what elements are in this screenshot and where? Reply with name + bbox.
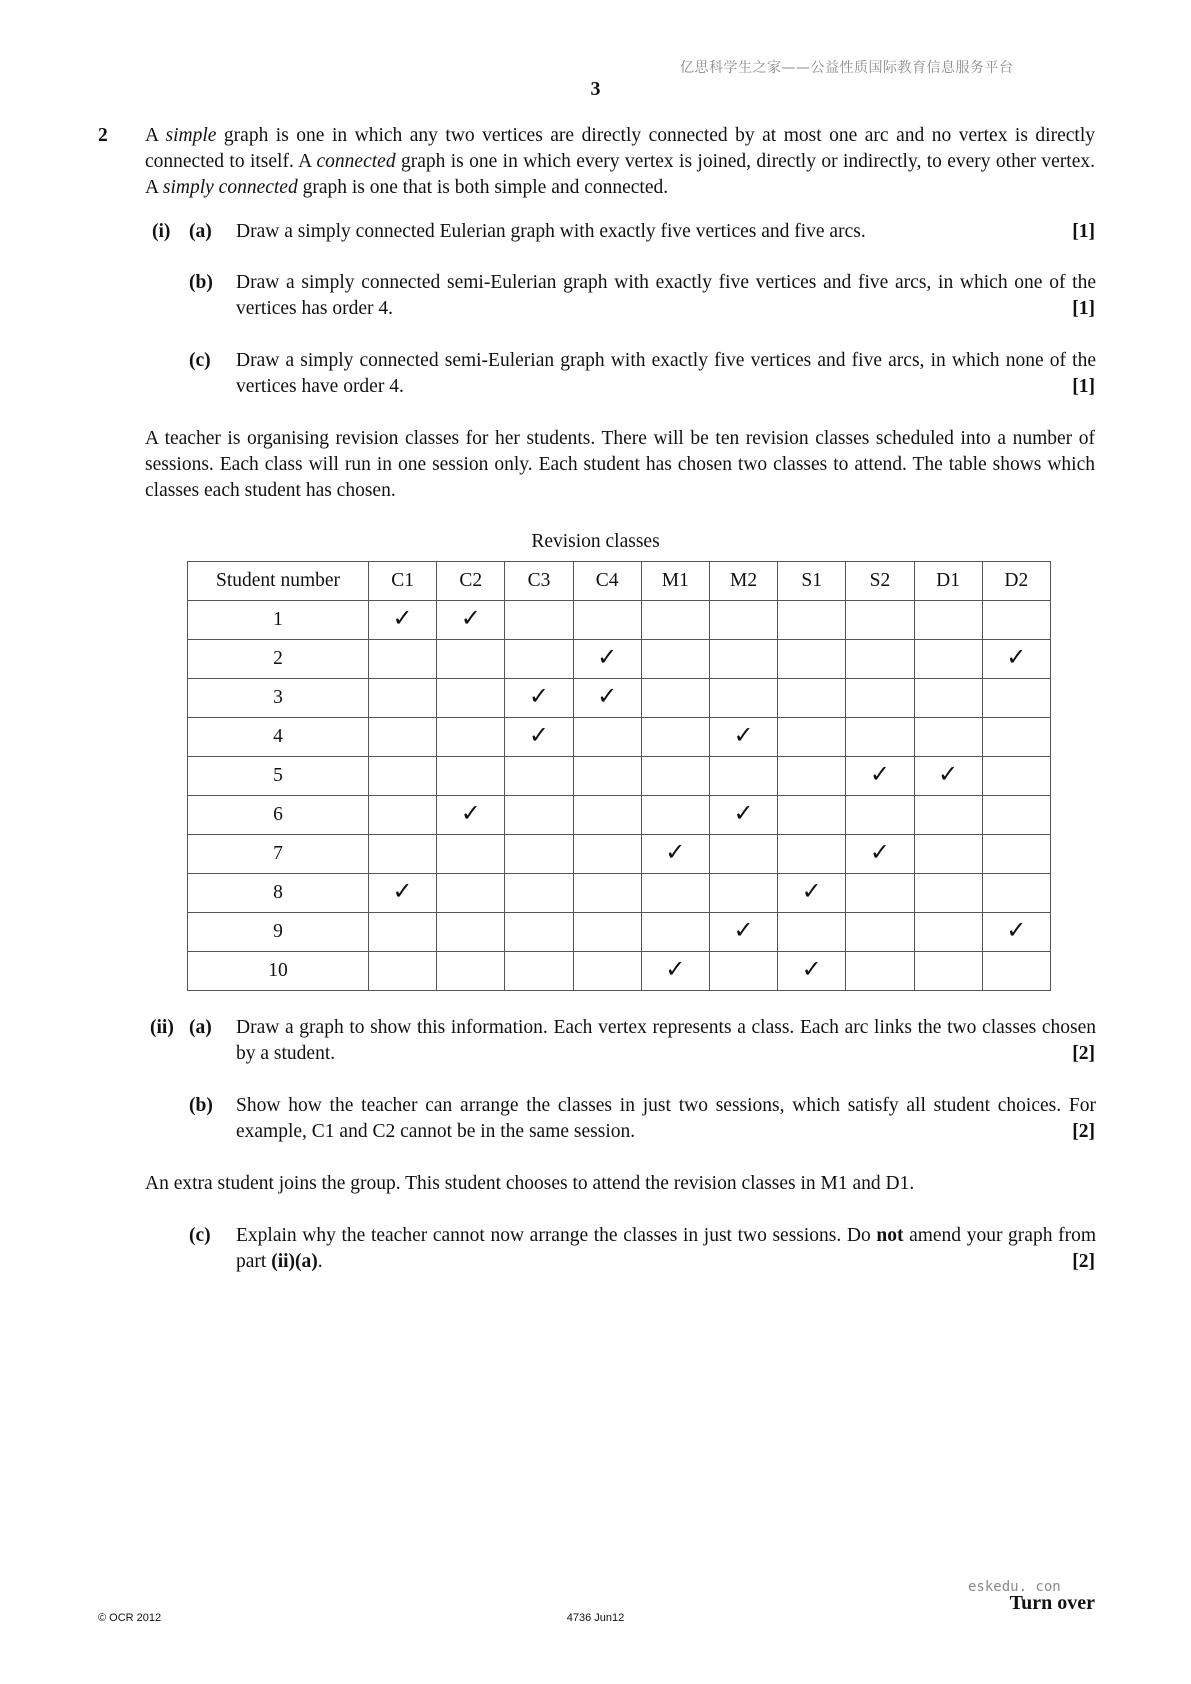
choice-cell — [437, 952, 505, 991]
part-i-c-marks: [1] — [1072, 376, 1095, 397]
choice-cell — [641, 874, 709, 913]
part-i-a-marks: [1] — [1072, 221, 1095, 242]
choice-cell — [982, 757, 1050, 796]
choice-cell — [573, 640, 641, 679]
table-row — [188, 718, 1051, 757]
choice-cell — [437, 679, 505, 718]
part-i-c-text: Draw a simply connected semi-Eulerian graph with exactly five vertices and five arcs, in which none of the vertices have order 4. — [236, 350, 1096, 397]
header-student-number: Student number — [188, 562, 369, 601]
choice-cell — [505, 952, 573, 991]
choice-cell — [505, 601, 573, 640]
tick-icon: ✓ — [801, 955, 822, 983]
choice-cell — [982, 640, 1050, 679]
table-caption: Revision classes — [531, 531, 660, 552]
footer-paper-code: 4736 Jun12 — [566, 1612, 625, 1624]
choice-cell — [573, 679, 641, 718]
choice-cell — [505, 835, 573, 874]
choice-cell — [846, 913, 914, 952]
choice-cell — [369, 718, 437, 757]
student-number-cell: 5 — [188, 757, 369, 796]
student-number-cell: 10 — [188, 952, 369, 991]
part-ii-b-marks: [2] — [1072, 1121, 1095, 1142]
choice-cell — [505, 913, 573, 952]
choice-cell — [709, 835, 777, 874]
part-ii-b-label: (b) — [189, 1095, 213, 1116]
choice-cell — [778, 679, 846, 718]
tick-icon: ✓ — [801, 877, 822, 905]
choice-cell — [982, 874, 1050, 913]
choice-cell — [641, 757, 709, 796]
choice-cell — [914, 874, 982, 913]
header-class-c3: C3 — [505, 562, 573, 601]
page-number: 3 — [590, 78, 601, 100]
choice-cell — [914, 757, 982, 796]
table-row — [188, 835, 1051, 874]
student-number-cell: 2 — [188, 640, 369, 679]
tick-icon: ✓ — [733, 799, 754, 827]
choice-cell — [641, 640, 709, 679]
choice-cell — [641, 679, 709, 718]
choice-cell — [573, 913, 641, 952]
choice-cell — [369, 952, 437, 991]
part-i-label: (i) — [152, 221, 171, 242]
watermark-footer: eskedu. con — [968, 1579, 1061, 1595]
choice-cell — [437, 757, 505, 796]
choice-cell — [846, 601, 914, 640]
part-i-b-label: (b) — [189, 272, 213, 293]
header-class-c1: C1 — [369, 562, 437, 601]
table-row — [188, 874, 1051, 913]
choice-cell — [573, 796, 641, 835]
tick-icon: ✓ — [733, 721, 754, 749]
choice-cell — [778, 952, 846, 991]
tick-icon: ✓ — [528, 682, 550, 710]
choice-cell — [846, 952, 914, 991]
choice-cell — [846, 640, 914, 679]
tick-icon: ✓ — [460, 604, 481, 632]
choice-cell — [914, 835, 982, 874]
part-ii-a-text: Draw a graph to show this information. Each vertex represents a class. Each arc links the two classes chosen by a student. — [236, 1017, 1096, 1064]
choice-cell — [778, 796, 846, 835]
header-class-m2: M2 — [709, 562, 777, 601]
table-row — [188, 952, 1051, 991]
tick-icon: ✓ — [597, 682, 618, 710]
part-i-b-text: Draw a simply connected semi-Eulerian graph with exactly five vertices and five arcs, in which one of the vertices has order 4. — [236, 272, 1096, 319]
choice-cell — [846, 796, 914, 835]
choice-cell — [369, 679, 437, 718]
tick-icon: ✓ — [528, 721, 550, 749]
part-ii-c-label: (c) — [189, 1225, 211, 1246]
choice-cell — [982, 796, 1050, 835]
choice-cell — [778, 874, 846, 913]
part-ii-label: (ii) — [150, 1017, 174, 1038]
choice-cell — [573, 874, 641, 913]
tick-icon: ✓ — [938, 760, 959, 788]
choice-cell — [437, 874, 505, 913]
choice-cell — [369, 757, 437, 796]
table-row — [188, 640, 1051, 679]
choice-cell — [982, 679, 1050, 718]
choice-cell — [709, 718, 777, 757]
choice-cell — [982, 718, 1050, 757]
table-row — [188, 796, 1051, 835]
table-row — [188, 601, 1051, 640]
part-ii-a-marks: [2] — [1072, 1043, 1095, 1064]
choice-cell — [437, 796, 505, 835]
table-row — [188, 757, 1051, 796]
choice-cell — [505, 640, 573, 679]
header-class-c4: C4 — [573, 562, 641, 601]
header-class-c2: C2 — [437, 562, 505, 601]
revision-classes-table — [187, 561, 1051, 991]
choice-cell — [641, 835, 709, 874]
part-i-a-label: (a) — [189, 221, 212, 242]
choice-cell — [505, 874, 573, 913]
term-connected: connected — [316, 151, 396, 172]
choice-cell — [505, 679, 573, 718]
tick-icon: ✓ — [597, 643, 618, 671]
choice-cell — [573, 718, 641, 757]
choice-cell — [641, 913, 709, 952]
choice-cell — [914, 601, 982, 640]
choice-cell — [437, 913, 505, 952]
choice-cell — [573, 601, 641, 640]
choice-cell — [846, 718, 914, 757]
choice-cell — [982, 835, 1050, 874]
choice-cell — [914, 952, 982, 991]
choice-cell — [641, 796, 709, 835]
choice-cell — [437, 835, 505, 874]
choice-cell — [778, 718, 846, 757]
choice-cell — [369, 874, 437, 913]
choice-cell — [846, 757, 914, 796]
term-simple: simple — [165, 125, 217, 146]
choice-cell — [914, 796, 982, 835]
choice-cell — [369, 835, 437, 874]
choice-cell — [437, 601, 505, 640]
student-number-cell: 7 — [188, 835, 369, 874]
choice-cell — [709, 640, 777, 679]
choice-cell — [778, 835, 846, 874]
choice-cell — [641, 601, 709, 640]
student-number-cell: 8 — [188, 874, 369, 913]
term-simply-connected: simply connected — [162, 177, 298, 198]
tick-icon: ✓ — [392, 604, 413, 632]
tick-icon: ✓ — [665, 955, 686, 983]
student-number-cell: 3 — [188, 679, 369, 718]
student-number-cell: 9 — [188, 913, 369, 952]
header-class-s1: S1 — [778, 562, 846, 601]
part-i-c-label: (c) — [189, 350, 211, 371]
choice-cell — [369, 913, 437, 952]
choice-cell — [982, 913, 1050, 952]
choice-cell — [369, 601, 437, 640]
choice-cell — [778, 601, 846, 640]
watermark-header: 亿思科学生之家——公益性质国际教育信息服务平台 — [680, 60, 1014, 76]
choice-cell — [709, 796, 777, 835]
choice-cell — [709, 913, 777, 952]
header-class-s2: S2 — [846, 562, 914, 601]
table-row — [188, 679, 1051, 718]
choice-cell — [641, 718, 709, 757]
footer-copyright: © OCR 2012 — [98, 1612, 162, 1624]
part-ii-c-marks: [2] — [1072, 1251, 1095, 1272]
tick-icon: ✓ — [869, 760, 890, 788]
part-i-b-marks: [1] — [1072, 298, 1095, 319]
choice-cell — [505, 796, 573, 835]
choice-cell — [709, 679, 777, 718]
part-ii-c-text: Explain why the teacher cannot now arrange the classes in just two sessions. Do not amend your graph from part (ii)(a). — [236, 1225, 1096, 1272]
question-intro: A simple graph is one in which any two vertices are directly connected by at most one arc and no vertex is directly connected to itself. A connected graph is one in which every vertex is joined, directly or indirectly, to every other vertex. A simply connected graph is one that is both simple and connected. — [145, 125, 1095, 198]
header-class-d1: D1 — [914, 562, 982, 601]
choice-cell — [778, 913, 846, 952]
context-paragraph: A teacher is organising revision classes for her students. There will be ten revision classes scheduled into a number of sessions. Each class will run in one session only. Each student has chosen two classes to attend. The table shows which classes each student has chosen. — [145, 428, 1095, 501]
choice-cell — [914, 913, 982, 952]
choice-cell — [709, 952, 777, 991]
header-class-d2: D2 — [982, 562, 1050, 601]
choice-cell — [778, 640, 846, 679]
choice-cell — [505, 718, 573, 757]
choice-cell — [982, 601, 1050, 640]
student-number-cell: 4 — [188, 718, 369, 757]
header-class-m1: M1 — [641, 562, 709, 601]
tick-icon: ✓ — [733, 916, 754, 944]
choice-cell — [709, 874, 777, 913]
choice-cell — [846, 679, 914, 718]
choice-cell — [573, 952, 641, 991]
table-header-row — [188, 562, 1051, 601]
choice-cell — [505, 757, 573, 796]
choice-cell — [778, 757, 846, 796]
choice-cell — [437, 640, 505, 679]
tick-icon: ✓ — [460, 799, 481, 827]
choice-cell — [369, 640, 437, 679]
tick-icon: ✓ — [1006, 643, 1027, 671]
student-number-cell: 1 — [188, 601, 369, 640]
choice-cell — [914, 679, 982, 718]
part-ii-a-label: (a) — [189, 1017, 212, 1038]
choice-cell — [573, 757, 641, 796]
choice-cell — [709, 601, 777, 640]
question-number: 2 — [98, 125, 108, 146]
choice-cell — [369, 796, 437, 835]
choice-cell — [641, 952, 709, 991]
part-i-a-text: Draw a simply connected Eulerian graph with exactly five vertices and five arcs. — [236, 221, 866, 242]
table-row — [188, 913, 1051, 952]
tick-icon: ✓ — [869, 838, 890, 866]
choice-cell — [982, 952, 1050, 991]
extra-student-text: An extra student joins the group. This student chooses to attend the revision classes in M1 and D1. — [145, 1173, 915, 1194]
choice-cell — [573, 835, 641, 874]
tick-icon: ✓ — [665, 838, 686, 866]
choice-cell — [709, 757, 777, 796]
choice-cell — [846, 874, 914, 913]
part-ii-b-text: Show how the teacher can arrange the classes in just two sessions, which satisfy all student choices. For example, C1 and C2 cannot be in the same session. — [236, 1095, 1096, 1142]
choice-cell — [914, 718, 982, 757]
tick-icon: ✓ — [1006, 916, 1027, 944]
choice-cell — [914, 640, 982, 679]
tick-icon: ✓ — [392, 877, 413, 905]
turn-over-label: Turn over — [1009, 1592, 1095, 1614]
choice-cell — [846, 835, 914, 874]
choice-cell — [437, 718, 505, 757]
student-number-cell: 6 — [188, 796, 369, 835]
